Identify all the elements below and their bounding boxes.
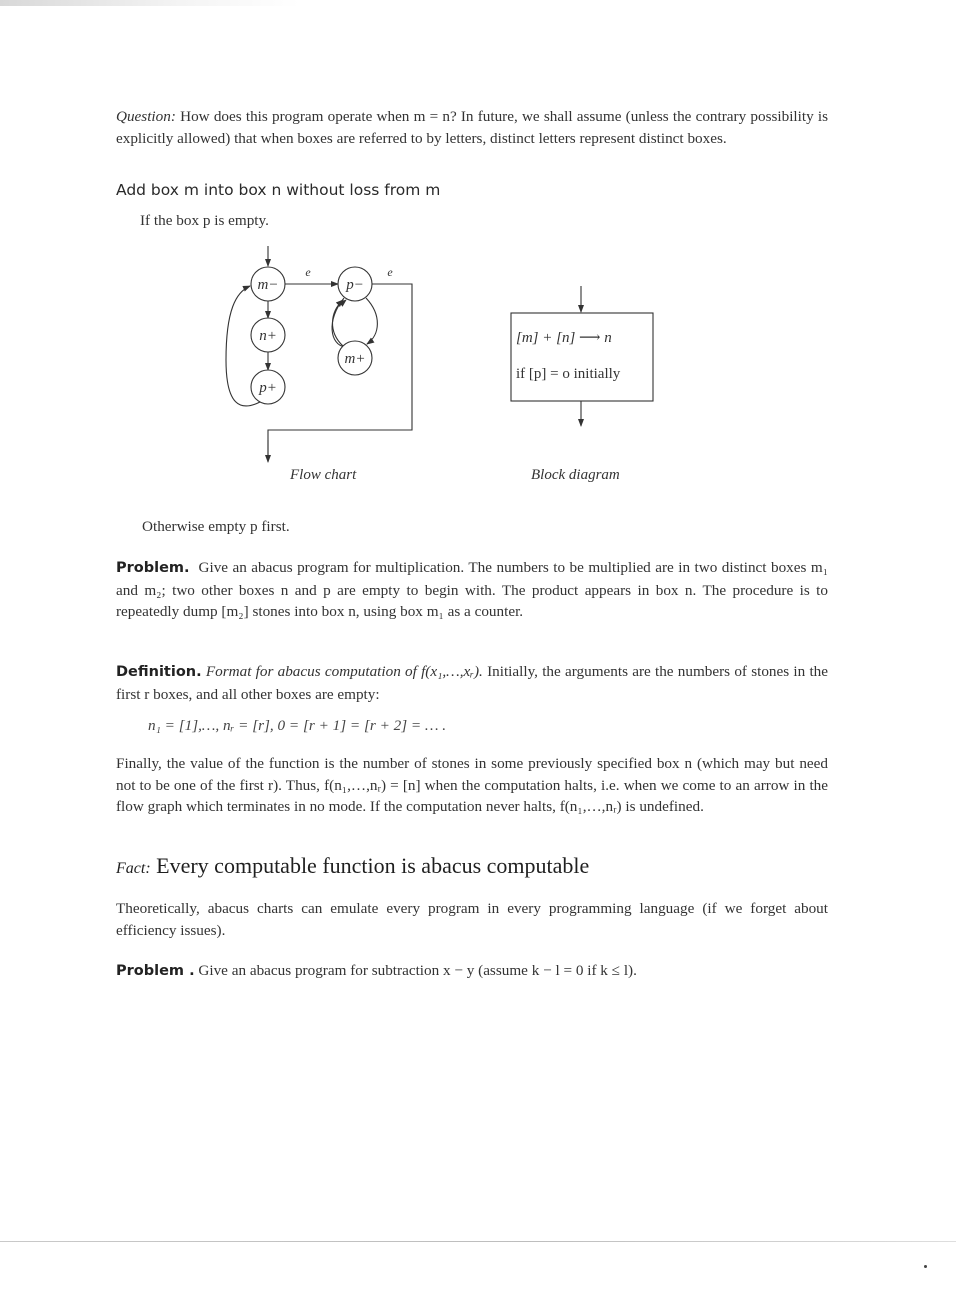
definition-label: Definition. — [116, 664, 202, 680]
problem-multiplication — [116, 557, 828, 623]
fact-text: Every computable function is abacus computable — [156, 853, 590, 878]
problem-subtraction — [116, 960, 828, 983]
theoretically-paragraph: Theoretically, abacus charts can emulate every program in every programming language (if we forget about efficiency issues). — [116, 900, 828, 939]
block-box — [511, 313, 653, 401]
fact-label: Fact: — [116, 860, 151, 877]
flow-chart-caption: Flow chart — [290, 467, 357, 483]
condition-text: If the box p is empty. — [140, 212, 269, 229]
definition-title: Format for abacus computation of f(x₁,…,xᵣ). — [205, 663, 483, 680]
flow-exit-line — [268, 284, 412, 455]
node-label: m− — [257, 277, 279, 293]
problem-label: Problem. — [116, 560, 190, 576]
scan-edge-bottom — [0, 1241, 956, 1242]
fact-heading — [116, 853, 589, 879]
problem-label: Problem . — [116, 963, 195, 979]
edge-label: e — [305, 265, 311, 279]
edge-label: e — [387, 265, 393, 279]
node-label: p+ — [259, 380, 277, 396]
finally-paragraph: Finally, the value of the function is the number of stones in some previously specified box n (which may but need not to be one of the first r). Thus, f(n₁,…,nᵣ) = [n] when the computation halts, i.e. when we come to an arrow in the flow graph which terminates in no mode. If the computation never halts, f(n₁,…,nᵣ) is undefined. — [116, 755, 828, 815]
definition-formula: n₁ = [1],…, nᵣ = [r], 0 = [r + 1] = [r + 2] = … . — [148, 717, 447, 734]
block-diagram-caption: Block diagram — [531, 467, 620, 483]
block-line-1: [m] + [n] ⟶ n — [516, 330, 612, 346]
question-text: How does this program operate when m = n? In future, we shall assume (unless the contrary possibility is explicitly allowed) that when boxes are referred to by letters, distinct letters represent distinct boxes. — [116, 108, 829, 147]
problem-text: Give an abacus program for subtraction x − y (assume k − l = 0 if k ≤ l). — [198, 962, 637, 979]
problem-text: Give an abacus program for multiplication. The numbers to be multiplied are in two distinct boxes m₁ and m₂; two other boxes n and p are empty to begin with. The product appears in box n. The procedure is to repeatedly dump [m₂] stones into box n, using box m₁ as a counter. — [116, 559, 828, 620]
question-label: Question: — [116, 108, 176, 125]
definition-text: Initially, the arguments are the numbers of stones in the first r boxes, and all other boxes are empty: — [116, 663, 829, 703]
flow-loop-right — [366, 298, 377, 344]
node-label: m+ — [344, 351, 366, 367]
scan-speck — [924, 1265, 927, 1268]
node-label: p− — [346, 277, 364, 293]
definition-paragraph — [116, 661, 828, 705]
question-paragraph — [116, 106, 828, 149]
otherwise-text: Otherwise empty p first. — [142, 518, 290, 535]
block-diagram — [500, 280, 670, 430]
section-title: Add box m into box n without loss from m — [116, 181, 441, 199]
block-line-2: if [p] = o initially — [516, 366, 621, 382]
node-label: n+ — [259, 328, 277, 344]
scan-edge-top — [0, 0, 300, 6]
flow-chart-diagram — [200, 240, 440, 470]
